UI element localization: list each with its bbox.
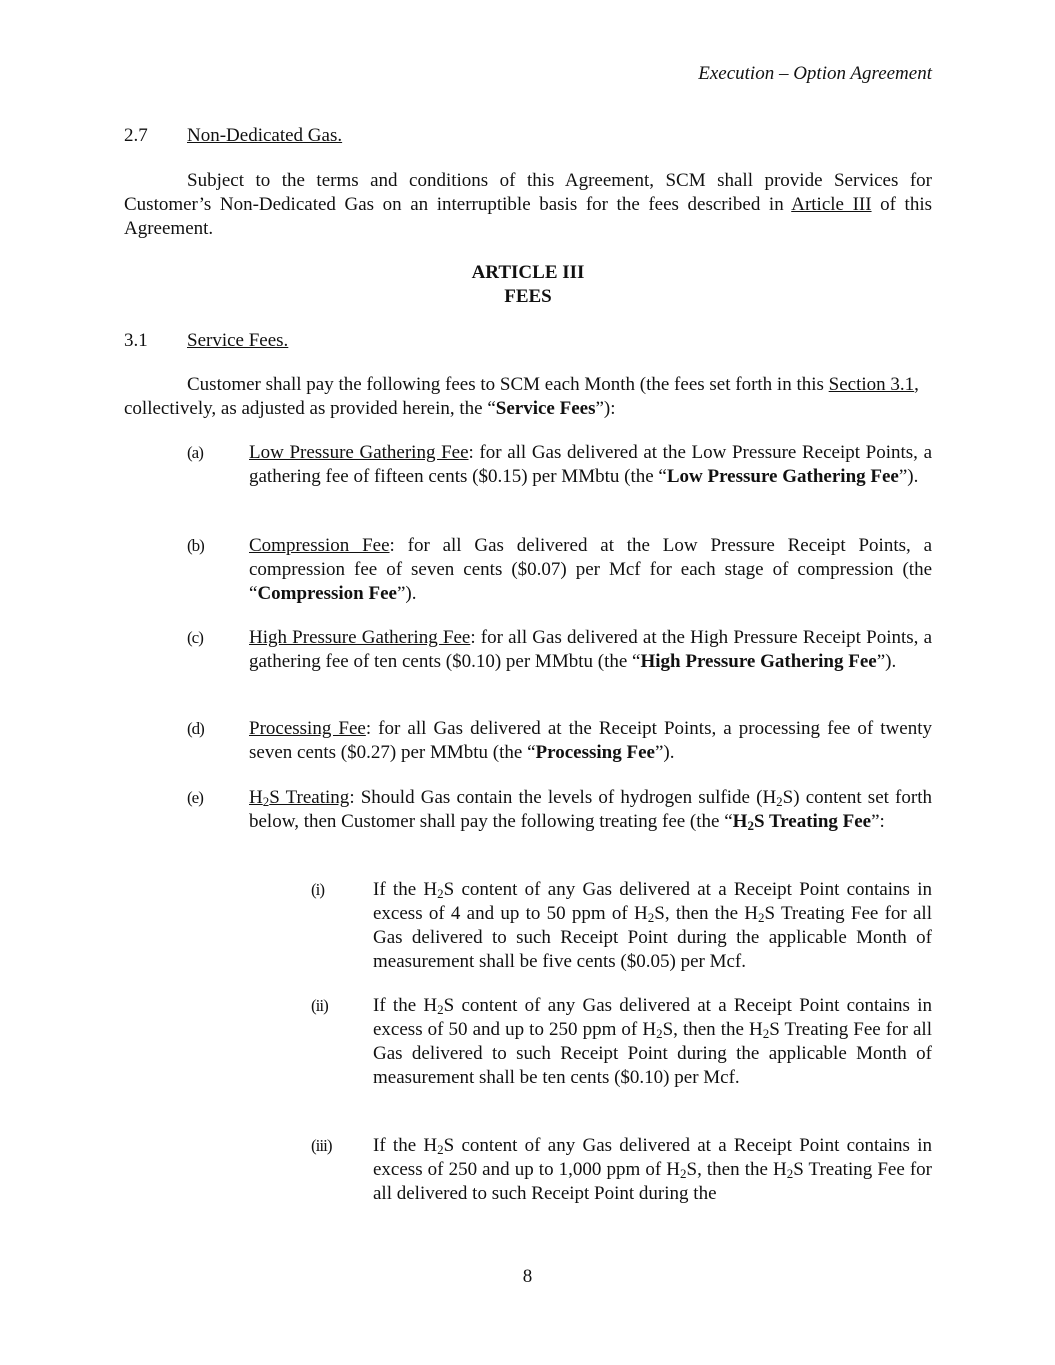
item-text: Low Pressure Gathering Fee: for all Gas delivered at the Low Pressure Receipt Points, a gathering fee of fifteen cents ($0.15) per MMbtu (the “Low Pressure Gathering Fee”). bbox=[249, 442, 933, 487]
section-number: 3.1 bbox=[124, 330, 148, 351]
sub-list-item bbox=[311, 1134, 932, 1206]
item-text: Processing Fee: for all Gas delivered at the Receipt Points, a processing fee of twenty seven cents ($0.27) per MMbtu (the “Processing Fee”). bbox=[249, 718, 932, 763]
article-iii-link[interactable]: Article III bbox=[791, 194, 872, 215]
article-number: ARTICLE III bbox=[471, 262, 585, 283]
section-3-1-intro: Customer shall pay the following fees to SCM each Month (the fees set forth in this Section 3.1, collectively, as adjusted as provided herein, the “Service Fees”): bbox=[124, 374, 919, 419]
list-item bbox=[187, 786, 932, 834]
subitem-label: (iii) bbox=[311, 1136, 332, 1155]
item-label: (d) bbox=[187, 719, 204, 738]
section-title: Non-Dedicated Gas. bbox=[187, 125, 343, 146]
item-label: (e) bbox=[187, 788, 203, 807]
subitem-text: If the $H_2S$ content of any Gas delivered at a Receipt Point contains in excess of 50 and up to 250 ppm of $H_2S$, then the $H_2S$ Treating Fee for all Gas delivered to such Receipt Point during the applicable Month of measurement shall be ten cents ($0.10) per Mcf. bbox=[373, 995, 932, 1088]
list-item bbox=[187, 534, 932, 606]
subitem-label: (ii) bbox=[311, 996, 328, 1015]
list-item bbox=[187, 626, 932, 674]
sub-list-item bbox=[311, 994, 932, 1090]
item-text: $H_2S$ Treating: Should Gas contain the levels of hydrogen sulfide $(H_2S)$ content set forth below, then Customer shall pay the following treating fee (the “$H_2S$ Treating Fee”: bbox=[249, 787, 932, 833]
article-heading bbox=[124, 261, 932, 309]
section-number: 2.7 bbox=[124, 125, 148, 146]
page-number: 8 bbox=[522, 1266, 533, 1287]
section-title: Service Fees. bbox=[187, 330, 289, 351]
item-label: (b) bbox=[187, 536, 204, 555]
item-label: (a) bbox=[187, 443, 203, 462]
article-title: FEES bbox=[504, 286, 552, 307]
item-text: Compression Fee: for all Gas delivered at the Low Pressure Receipt Points, a compression fee of seven cents ($0.07) per Mcf for each stage of compression (the “Compression Fee”). bbox=[249, 535, 932, 604]
sub-list-item bbox=[311, 878, 932, 974]
list-item bbox=[187, 441, 932, 489]
subitem-label: (i) bbox=[311, 880, 325, 899]
subitem-text: If the $H_2S$ content of any Gas delivered at a Receipt Point contains in excess of 4 and up to 50 ppm of $H_2S$, then the $H_2S$ Treating Fee for all Gas delivered to such Receipt Point during the applicable Month of measurement shall be five cents ($0.05) per Mcf. bbox=[373, 879, 932, 972]
section-2-7-body: Subject to the terms and conditions of this Agreement, SCM shall provide Services for Customer’s Non-Dedicated Gas on an interruptible basis for the fees described in Article III of this Agreement. bbox=[124, 170, 933, 239]
list-item bbox=[187, 717, 932, 765]
item-text: High Pressure Gathering Fee: for all Gas delivered at the High Pressure Receipt Points, a gathering fee of ten cents ($0.10) per MMbtu (the “High Pressure Gathering Fee”). bbox=[249, 627, 933, 672]
running-header: Execution – Option Agreement bbox=[698, 63, 932, 84]
item-label: (c) bbox=[187, 628, 203, 647]
subitem-text: If the $H_2S$ content of any Gas delivered at a Receipt Point contains in excess of 250 and up to 1,000 ppm of $H_2S$, then the $H_2S$ Treating Fee for all delivered to such Receipt Point during the bbox=[373, 1135, 932, 1204]
section-3-1-link[interactable]: Section 3.1 bbox=[828, 374, 915, 395]
